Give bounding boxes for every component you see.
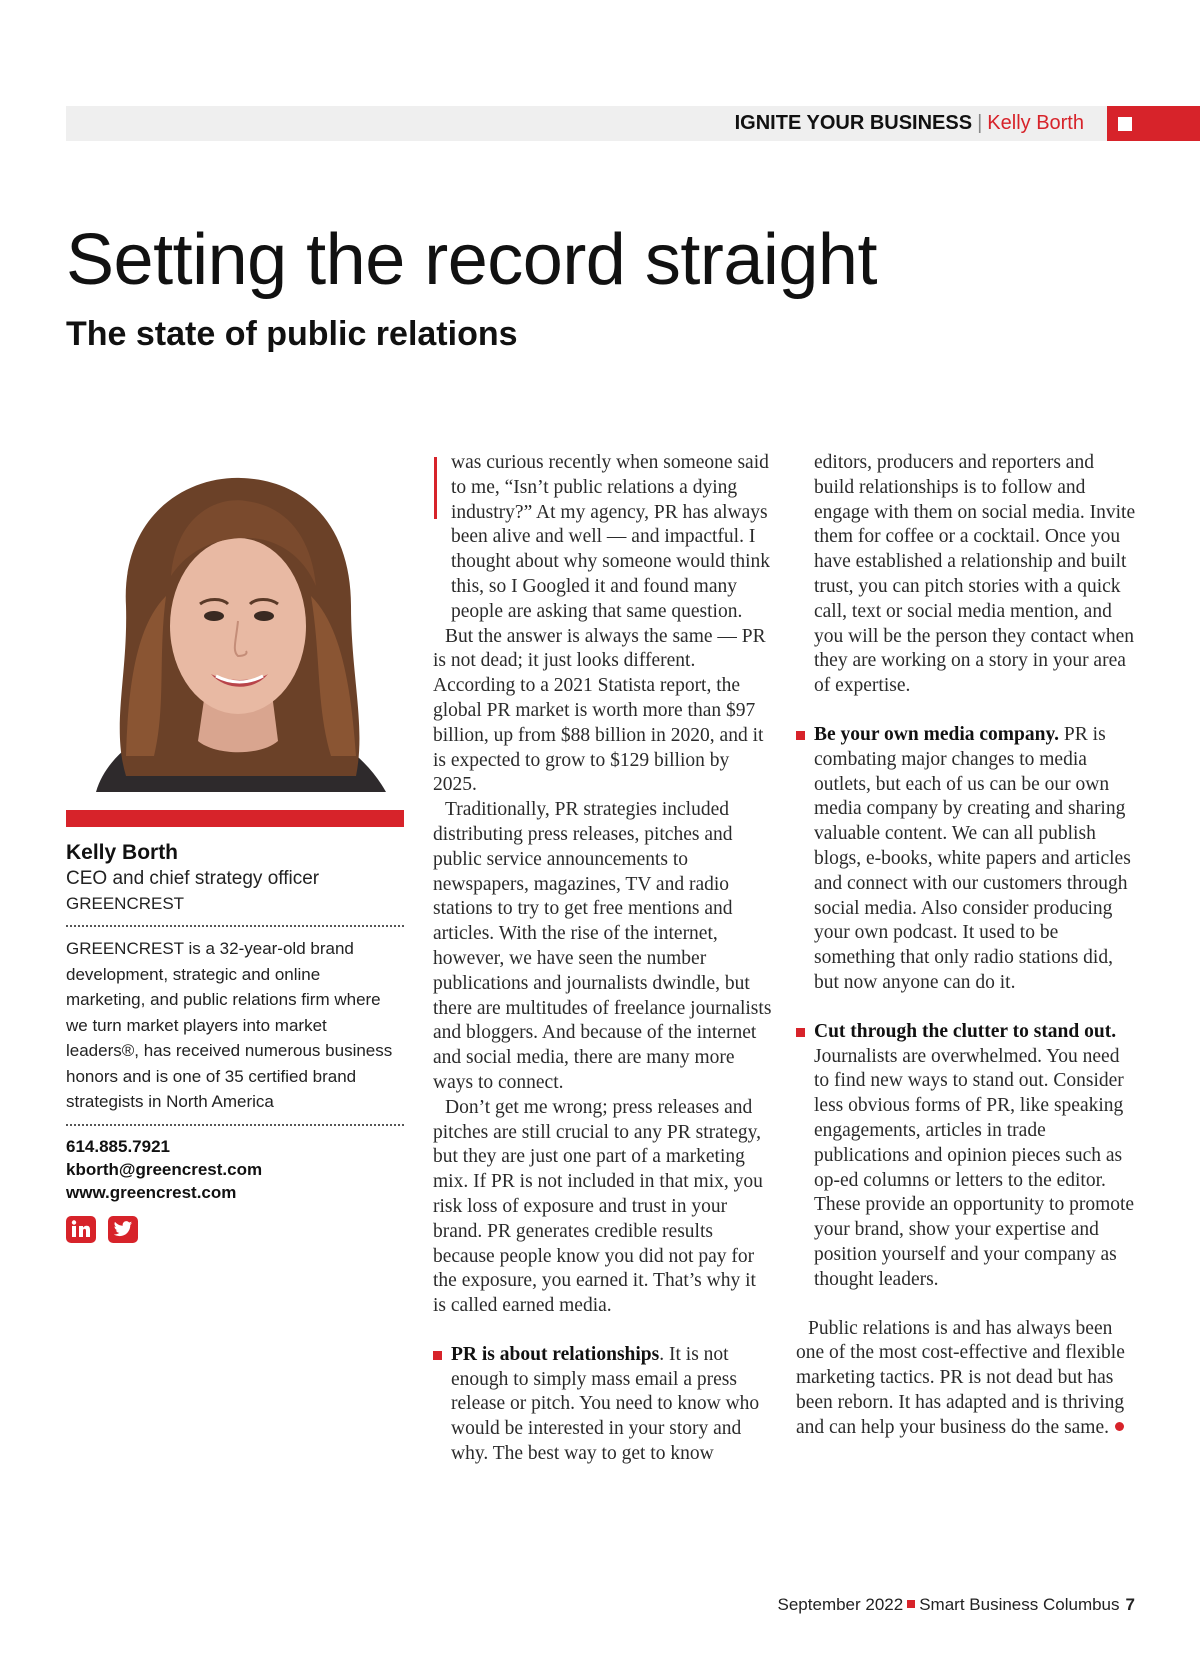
article-column-2 bbox=[796, 451, 1138, 1440]
divider bbox=[66, 925, 404, 927]
bullet-lead: Be your own media company. bbox=[814, 723, 1060, 745]
bullet-media-company bbox=[796, 723, 1138, 996]
closing-paragraph bbox=[796, 1317, 1138, 1441]
page-footer bbox=[778, 1595, 1135, 1615]
author-title: CEO and chief strategy officer bbox=[66, 868, 320, 889]
paragraph-continued: editors, producers and reporters and build relationships is to follow and engage with them on social media. Invite them for coffee or a cocktail. Once you have established a relationship and built trust, you can pitch stories with a quick call, text or social media mention, and you will be the person they contact when they are working on a story in your area of expertise. bbox=[814, 452, 1136, 697]
divider bbox=[66, 1124, 404, 1126]
photo-accent-bar bbox=[66, 810, 404, 827]
header-separator: | bbox=[977, 112, 983, 134]
bullet-text: PR is combating major changes to media outlets, but each of us can be our own media company by creating and sharing valuable content. We can all publish blogs, e-books, white papers and articles and connect with our customers through social media. Also consider producing your own podcast. It used to be something that only radio stations did, but now anyone can do it. bbox=[814, 723, 1131, 993]
section-label: IGNITE YOUR BUSINESS bbox=[734, 112, 973, 134]
bullet-square-icon bbox=[796, 731, 805, 740]
paragraph: Traditionally, PR strategies included distributing press releases, pitches and public service announcements to newspapers, magazines, TV and radio stations to try to get free mentions and articles. With the rise of the internet, however, we have seen the number publications and journalists dwindle, but there are multitudes of freelance journalists and bloggers. And because of the internet and social media, there are many more ways to connect. bbox=[433, 799, 772, 1093]
bullet-square-icon bbox=[433, 1351, 442, 1360]
bullet-lead: PR is about relationships bbox=[451, 1343, 660, 1365]
author-phone: 614.885.7921 bbox=[66, 1136, 170, 1156]
issue-date: September 2022 bbox=[777, 1595, 904, 1614]
author-bio: GREENCREST is a 32-year-old brand development, strategic and online marketing, and public relations firm where we turn market players into market leaders®, has received numerous business honors and is one of 35 certified brand strategists in North America bbox=[66, 939, 393, 1111]
author-sidebar bbox=[66, 840, 404, 1243]
subheadline: The state of public relations bbox=[66, 315, 518, 353]
page-number: 7 bbox=[1125, 1595, 1135, 1614]
author-photo bbox=[66, 456, 404, 792]
header-author: Kelly Borth bbox=[987, 112, 1084, 134]
bullet-text: . It is not enough to simply mass email a press release or pitch. You need to know who would be interested in your story and why. The best way to get to know bbox=[451, 1343, 760, 1465]
headline: Setting the record straight bbox=[66, 220, 877, 300]
drop-cap-i bbox=[434, 457, 437, 519]
bullet-square-icon bbox=[796, 1028, 805, 1037]
linkedin-icon[interactable] bbox=[66, 1216, 96, 1243]
end-mark-icon bbox=[1115, 1422, 1124, 1431]
paragraph: Don’t get me wrong; press releases and pitches are still crucial to any PR strategy, but they are just one part of a marketing mix. If PR is not included in that mix, you risk loss of exposure and trust in your brand. PR generates credible results because people know you did not pay for the exposure, you earned it. That’s why it is called earned media. bbox=[433, 1096, 763, 1317]
author-email[interactable]: kborth@greencrest.com bbox=[66, 1159, 263, 1179]
paragraph: was curious recently when someone said to me, “Isn’t public relations a dying industry?” At my agency, PR has always been alive and well — and impactful. I thought about why someone would think this, so I Googled it and found many people are asking that same question. bbox=[451, 452, 771, 622]
social-links bbox=[66, 1216, 404, 1243]
bullet-relationships bbox=[433, 1343, 773, 1467]
section-header bbox=[735, 106, 1084, 141]
author-website[interactable]: www.greencrest.com bbox=[66, 1182, 237, 1202]
bullet-text: Journalists are overwhelmed. You need to find new ways to stand out. Consider less obvious forms of PR, like speaking engagements, articles in trade publications and opinion pieces such as op-ed columns or letters to the editor. These provide an opportunity to promote your brand, show your expertise and position yourself and your company as thought leaders. bbox=[814, 1045, 1135, 1290]
author-name: Kelly Borth bbox=[66, 841, 179, 864]
closing-text: Public relations is and has always been one of the most cost-effective and flexible marketing tactics. PR is not dead but has been reborn. It has adapted and is thriving and can help your business do the same. bbox=[796, 1317, 1125, 1438]
publication-name: Smart Business Columbus bbox=[919, 1595, 1120, 1614]
square-icon bbox=[1118, 117, 1132, 131]
footer-square-icon bbox=[907, 1600, 915, 1608]
bullet-lead: Cut through the clutter to stand out. bbox=[814, 1020, 1117, 1042]
paragraph: But the answer is always the same — PR is not dead; it just looks different. According to a 2021 Statista report, the global PR market is worth more than $97 billion, up from $88 billion in 2020, and it is expected to grow to $129 billion by 2025. bbox=[433, 625, 766, 796]
author-company: GREENCREST bbox=[66, 894, 185, 913]
article-column-1 bbox=[433, 451, 773, 1467]
bullet-clutter bbox=[796, 1020, 1138, 1293]
twitter-icon[interactable] bbox=[108, 1216, 138, 1243]
opening-paragraph bbox=[433, 451, 773, 625]
